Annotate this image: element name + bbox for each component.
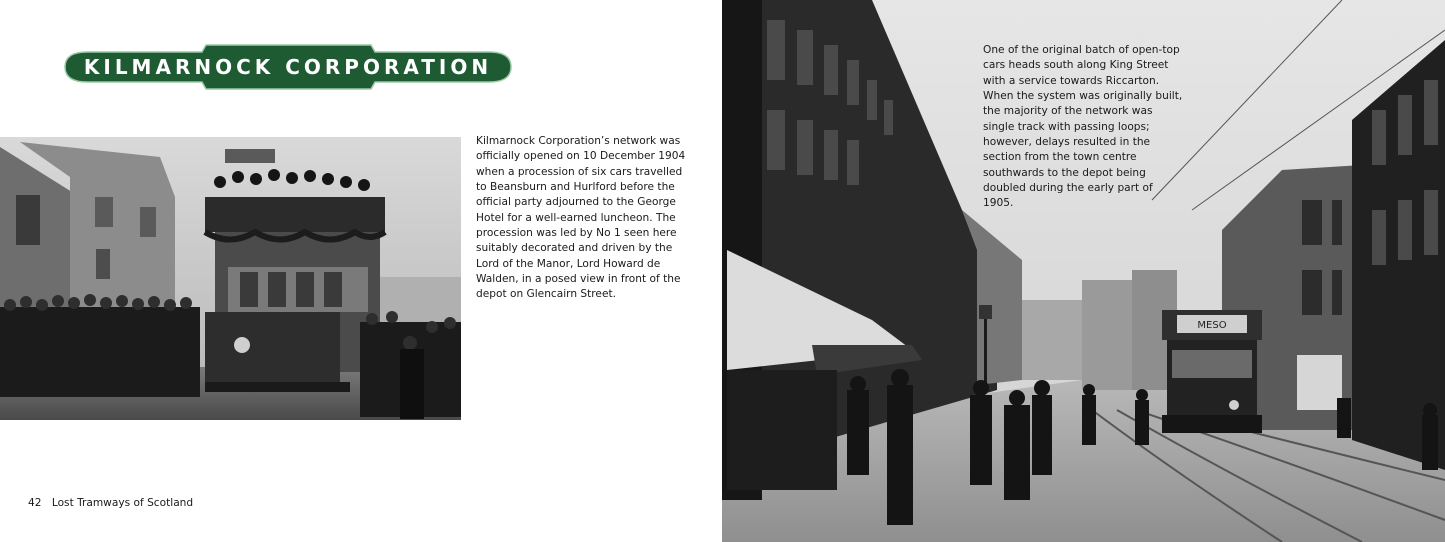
right-page (722, 0, 1445, 542)
page-footer (28, 497, 193, 509)
section-heading-banner (64, 44, 512, 90)
left-photo-caption: Kilmarnock Corporation’s network was officially opened on 10 December 1904 when a procession of six cars travelled to Beansburn and Hurlford before the official party adjourned to the George Hotel for a well-earned luncheon. The procession was led by No 1 seen here suitably decorated and driven by the Lord of the Manor, Lord Howard de Walden, in a posed view in front of the depot on Glencairn Street. (476, 135, 686, 301)
tram-destination-sign: MESO (1197, 320, 1227, 331)
left-page (0, 0, 722, 542)
book-title: Lost Tramways of Scotland (51, 497, 194, 509)
opening-day-photo (0, 137, 461, 420)
banner-title: KILMARNOCK CORPORATION (83, 55, 493, 79)
opening-day-photo-image (0, 137, 461, 420)
page-number: 42 (28, 497, 42, 509)
right-photo-caption: One of the original batch of open-top cars heads south along King Street with a service towards Riccarton. When the system was originally built, the majority of the network was single track with passing loops; however, delays resulted in the section from the town centre southwards to the depot being doubled during the early part of 1905. (983, 44, 1183, 210)
